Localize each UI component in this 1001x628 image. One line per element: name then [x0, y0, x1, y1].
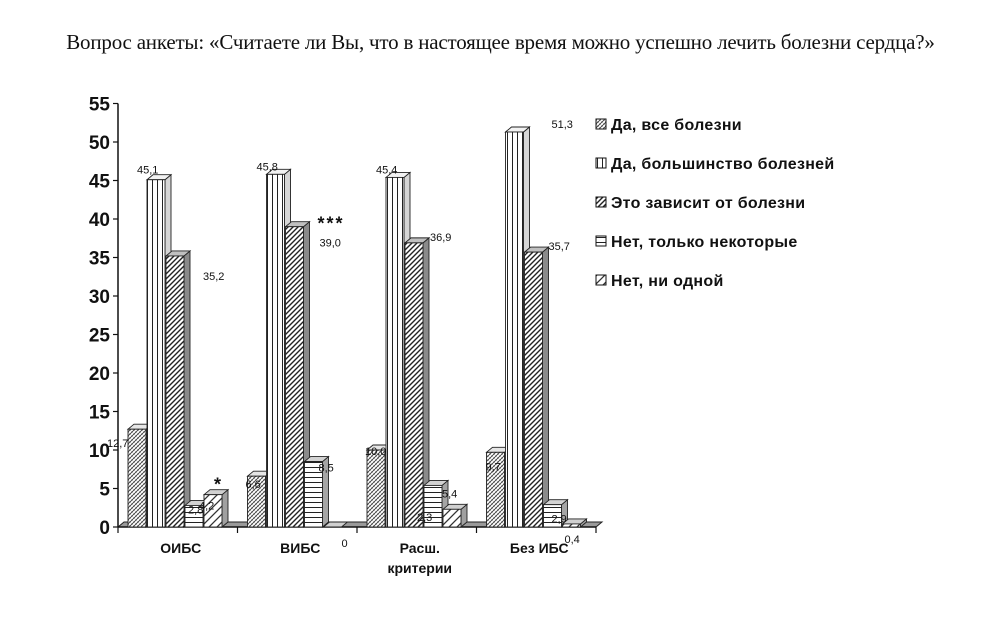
y-tick-label: 45 — [88, 171, 110, 193]
data-label: 10,0 — [365, 446, 387, 458]
legend-item — [596, 195, 805, 212]
legend-swatch — [596, 158, 606, 168]
y-tick-label: 30 — [88, 287, 110, 308]
legend-swatch — [596, 236, 606, 246]
data-label: 12,7 — [107, 438, 129, 451]
bar-front — [128, 429, 146, 527]
y-tick-label: 50 — [88, 133, 110, 154]
bar-front — [147, 180, 165, 527]
data-label: 45,1 — [137, 164, 159, 177]
x-tick-label: ВИБС — [280, 540, 321, 556]
data-label: 2,8 — [188, 504, 204, 517]
legend-label: Это зависит от болезни — [611, 195, 806, 212]
bar-front — [525, 252, 543, 527]
y-tick-label: 10 — [88, 441, 110, 462]
y-tick-label: 5 — [99, 479, 110, 501]
bar — [525, 247, 549, 527]
data-label: 8,5 — [318, 462, 334, 475]
data-label: 35,7 — [548, 241, 570, 254]
bars — [128, 127, 587, 527]
data-label: 6,6 — [245, 479, 261, 492]
bar — [443, 504, 467, 527]
significance-annotation: *** — [317, 213, 345, 234]
y-tick-label: 15 — [88, 402, 110, 424]
legend-label: Да, большинство болезней — [611, 156, 835, 173]
legend-item — [596, 234, 798, 251]
data-label: 4,2 — [199, 500, 215, 513]
data-label: 5,4 — [442, 488, 458, 501]
legend-label: Да, все болезни — [611, 117, 742, 134]
legend — [596, 117, 835, 290]
significance-annotation: * — [214, 474, 224, 495]
data-label: 0 — [341, 538, 348, 550]
y-tick-label: 0 — [99, 518, 110, 539]
legend-label: Нет, ни одной — [611, 273, 724, 290]
bar-front — [443, 509, 461, 527]
data-label: 2,9 — [551, 513, 567, 526]
y-tick-label: 25 — [88, 325, 110, 347]
legend-item — [596, 156, 835, 173]
y-tick-label: 20 — [88, 364, 110, 385]
legend-label: Нет, только некоторые — [611, 234, 798, 251]
y-tick-label: 40 — [88, 210, 110, 231]
legend-item — [596, 117, 742, 134]
bar-front — [166, 256, 184, 527]
legend-swatch — [596, 275, 606, 285]
bar-side — [543, 247, 549, 527]
data-label: 36,9 — [430, 231, 452, 244]
y-tick-label: 35 — [88, 248, 110, 270]
bar-side — [184, 251, 190, 527]
data-label: 2,3 — [417, 512, 433, 524]
y-tick-label: 55 — [88, 94, 110, 116]
data-label: 45,8 — [256, 161, 278, 174]
data-label: 35,2 — [203, 270, 225, 283]
x-tick-label: ОИБС — [160, 540, 202, 556]
legend-swatch — [596, 197, 606, 207]
data-label: 39,0 — [319, 237, 341, 250]
legend-item — [596, 273, 724, 290]
x-tick-label: Расш. — [399, 540, 440, 556]
bar-side — [222, 490, 228, 527]
bar-front — [386, 177, 404, 527]
bar-front — [367, 450, 385, 527]
bar-front — [286, 227, 304, 527]
bar-front — [267, 174, 285, 527]
page-title: Вопрос анкеты: «Считаете ли Вы, что в настоящее время можно успешно лечить болезни сердца?» — [66, 30, 935, 54]
data-label: 45,4 — [376, 164, 398, 177]
bar — [405, 238, 429, 527]
legend-swatch — [596, 119, 606, 129]
x-tick-label: критерии — [387, 560, 453, 576]
data-label: 51,3 — [551, 118, 573, 131]
x-tick-label: Без ИБС — [509, 540, 569, 556]
bar — [166, 251, 190, 527]
data-label: 0,4 — [564, 534, 580, 546]
data-label: 9,7 — [485, 461, 501, 474]
bar-front — [405, 243, 423, 527]
bar-front — [506, 132, 524, 527]
